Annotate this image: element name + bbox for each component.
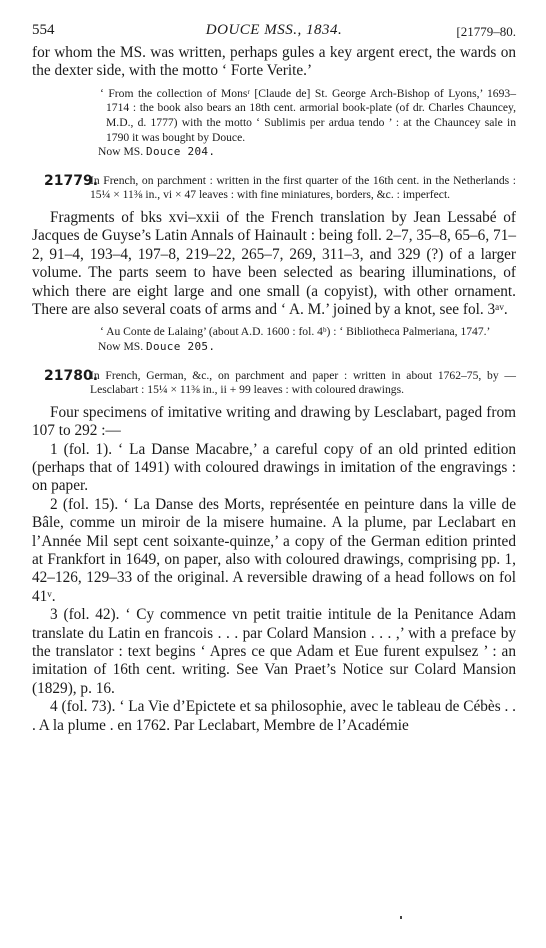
shelfmark: Douce 204. [146, 145, 216, 159]
list-item: 1 (fol. 1). ‘ La Danse Macabre,’ a careful copy of an old printed edition (perhaps that of 1491) with coloured drawings in imitation of the engravings : on paper. [32, 440, 516, 495]
printer-mark [400, 916, 402, 919]
running-title: DOUCE MSS., 1834. [205, 22, 343, 38]
entry-number: 21779. [44, 172, 99, 189]
shelfmark: Douce 205. [146, 340, 216, 353]
continuation-paragraph: for whom the MS. was written, perhaps gules a key argent erect, the wards on the dexter side, with the motto ‘ Forte Verite.’ [32, 44, 516, 80]
shelfmark-prefix: Now MS. [98, 145, 144, 159]
page [32, 20, 516, 735]
provenance-note: ‘ From the collection of Monsʳ [Claude de] St. George Arch-Bishop of Lyons,’ 1693–1714 : the book also bears an 18th cent. armorial book-plate (of dr. Charles Chauncey, M.D., d. 1777) with the motto ‘ Sublimis per ardua tendo ’ : at the Chauncey sale in 1790 it was bought by Douce. [100, 86, 516, 144]
entry-number: 21780. [44, 367, 99, 384]
page-number: 554 [32, 22, 55, 38]
catalogue-entry [32, 369, 516, 398]
shelfmark-line [32, 340, 516, 355]
catalogue-entry [32, 174, 516, 203]
entry-description: In French, German, &c., on parchment and paper : written in about 1762–75, by — Lesclabart : 15¼ × 11⅜ in., ii + 99 leaves : with coloured drawings. [90, 368, 516, 397]
list-item: 4 (fol. 73). ‘ La Vie d’Epictete et sa philosophie, avec le tableau de Cébès . . . A la plume . en 1762. Par Leclabart, Membre de l’Académie [32, 698, 516, 734]
entry-range: [21779–80. [456, 24, 516, 39]
list-item: 3 (fol. 42). ‘ Cy commence vn petit traitie intitule de la Penitance Adam translate du Latin en francois . . . par Colard Mansion . . . ,’ with a preface by the translator : text begins ‘ Apres ce que Adam et Eue furent expulsez ’ : an imitation of 16th cent. writing. See Van Praet’s Notice sur Colard Mansion (1829), p. 16. [32, 606, 516, 697]
entry-description: In French, on parchment : written in the first quarter of the 16th cent. in the Netherlands : 15¼ × 11⅜ in., vi × 47 leaves : with fine miniatures, borders, &c. : imperfect. [90, 173, 516, 202]
list-item: 2 (fol. 15). ‘ La Danse des Morts, représentée en peinture dans la ville de Bâle, comme un miroir de la misere humaine. A la plume, par Leclabart en l’Année Mil sept cent soixante-quinze,’ a copy of the German edition printed at Frankfort in 1649, on paper, also with coloured drawings, comprising pp. 1, 42–126, 129–33 of the original. A reversible drawing of a head follows on fol 41ᵛ. [32, 495, 516, 605]
provenance-note: ‘ Au Conte de Lalaing’ (about A.D. 1600 : fol. 4ᵇ) : ‘ Bibliotheca Palmeriana, 1747.’ [100, 325, 491, 339]
shelfmark-line [32, 145, 516, 160]
content-paragraph: Four specimens of imitative writing and drawing by Lesclabart, paged from 107 to 292 :— [32, 403, 516, 440]
shelfmark-prefix: Now MS. [98, 340, 144, 353]
content-paragraph: Fragments of bks xvi–xxii of the French translation by Jean Lessabé of Jacques de Guyse’s Latin Annals of Hainault : being foll. 2–7, 35–8, 65–6, 71–2, 91–4, 193–4, 197–8, 219–22, 265–7, 269, 311–3, and 329 (?) of a larger volume. The parts seem to have been selected as bearing illuminations, of which there are eight large and one small (a copyist), with other ornament. There are also several coats of arms and ‘ A. M.’ joined by a knot, see fol. 3ᵃᵛ. [32, 208, 516, 318]
page-header [32, 20, 516, 44]
